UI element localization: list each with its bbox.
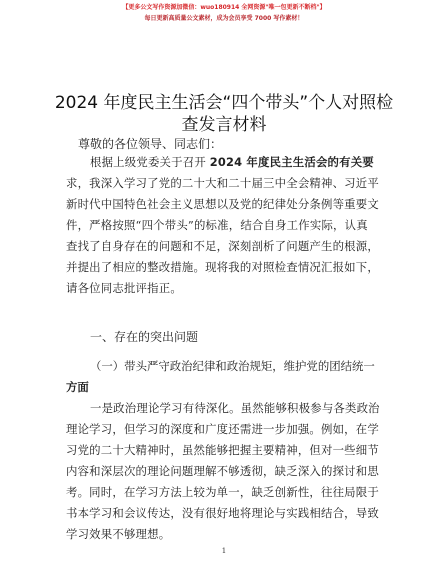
body-line: 考。同时，在学习方法上较为单一，缺乏创新性，往往局限于 xyxy=(66,485,379,499)
intro-bold-phrase: 2024 年度民主生活会的有关要 xyxy=(209,155,374,169)
intro-line: 根据上级党委关于召开 2024 年度民主生活会的有关要 xyxy=(90,155,374,169)
promo-banner xyxy=(0,2,448,24)
intro-line: 并提出了相应的整改措施。现将我的对照检查情况汇报如下， xyxy=(66,260,379,274)
intro-line: 件，严格按照“四个带头”的标准，结合自身工作实际，认真 xyxy=(66,218,368,232)
intro-line: 新时代中国特色社会主义思想以及党的纪律处分条例等重要文 xyxy=(66,197,379,211)
page-number: 1 xyxy=(221,547,227,555)
subsection-line-2: 方面 xyxy=(66,380,89,394)
body-line: 理论学习，但学习的深度和广度还需进一步加强。例如，在学 xyxy=(66,422,379,436)
salutation: 尊敬的各位领导、同志们： xyxy=(78,137,223,151)
body-line: 学习效果不够理想。 xyxy=(66,527,171,541)
body-line: 书本学习和会议传达，没有很好地将理论与实践相结合，导致 xyxy=(66,506,379,520)
body-line: 一是政治理论学习有待深化。虽然能够积极参与各类政治 xyxy=(90,401,380,415)
body-line: 内容和深层次的理论问题理解不够透彻，缺乏深入的探讨和思 xyxy=(66,464,379,478)
banner-line-2: 每日更新高质量公文素材，成为会员享受 7000 写作素材！ xyxy=(144,15,304,22)
body-line: 习党的二十大精神时，虽然能够把握主要精神，但对一些细节 xyxy=(66,443,379,457)
title-line-2: 查发言材料 xyxy=(181,115,267,135)
subsection-heading xyxy=(66,356,396,398)
intro-line: 请各位同志批评指正。 xyxy=(66,281,182,295)
intro-paragraph xyxy=(66,152,396,299)
document-title xyxy=(30,92,418,136)
banner-line-1: 【更多公文写作资源加微信：wuo180914 全网资源"唯一包更新不断档"】 xyxy=(122,4,326,11)
title-line-1: 2024 年度民主生活会“四个带头”个人对照检 xyxy=(54,93,394,113)
intro-line: 查找了自身存在的问题和不足，深刻剖析了问题产生的根源， xyxy=(66,239,379,253)
intro-line: 求，我深入学习了党的二十大和二十届三中全会精神、习近平 xyxy=(66,176,379,190)
subsection-line-1: （一）带头严守政治纪律和政治规矩，维护党的团结统一 xyxy=(90,359,375,373)
body-paragraph xyxy=(66,398,396,545)
section-heading: 一、存在的突出问题 xyxy=(90,330,199,344)
